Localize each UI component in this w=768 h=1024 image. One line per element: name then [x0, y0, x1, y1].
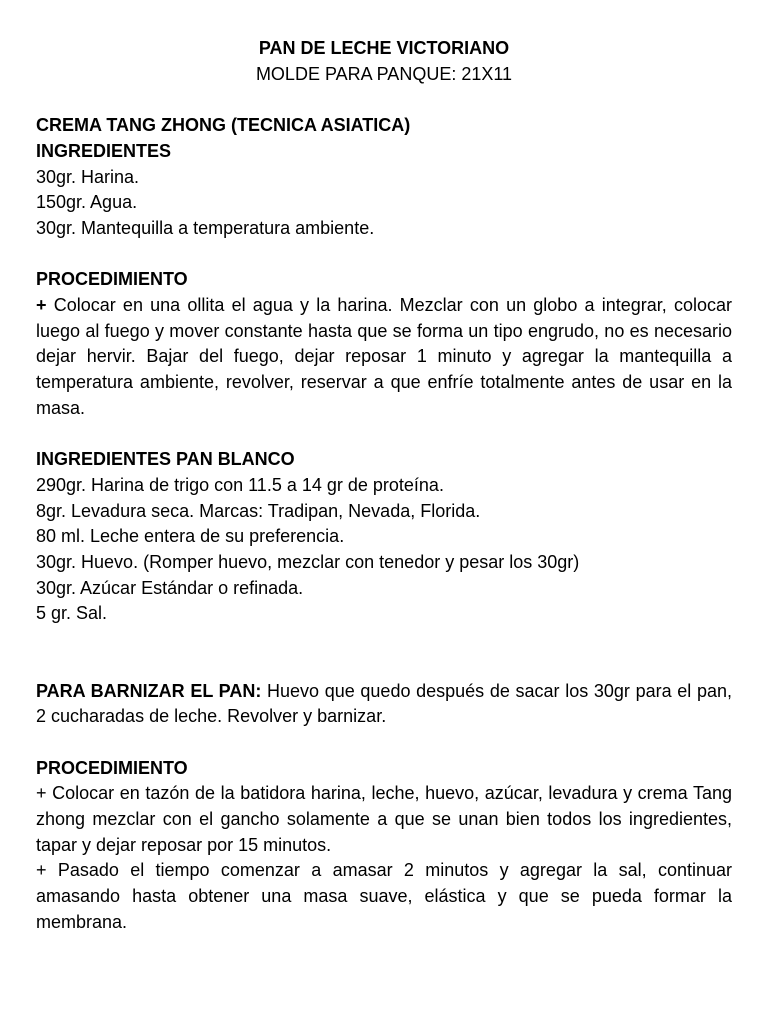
procedure-text: Colocar en una ollita el agua y la harina. Mezclar con un globo a integrar, colocar luego al fuego y mover constante hasta que se forma un tipo engrudo, no es necesario dejar hervir. Bajar del fuego, dejar reposar 1 minuto y agregar la mantequilla a temperatura ambiente, revolver, reservar a que enfríe totalmente antes de usar en la masa. [36, 295, 732, 418]
spacer [36, 422, 732, 448]
page-subtitle: MOLDE PARA PANQUE: 21X11 [255, 63, 513, 84]
procedure-step: + Pasado el tiempo comenzar a amasar 2 minutos y agregar la sal, continuar amasando hasta obtener una masa suave, elástica y que se pueda formar la membrana. [36, 860, 732, 932]
procedure-heading: PROCEDIMIENTO [36, 269, 188, 290]
page-title: PAN DE LECHE VICTORIANO [258, 38, 510, 58]
ingredient-line: 290gr. Harina de trigo con 11.5 a 14 gr de proteína. [36, 474, 444, 495]
procedure-heading-2: PROCEDIMIENTO [36, 757, 188, 778]
barnizar-text: Huevo que quedo después de sacar los 30gr para el pan, 2 cucharadas de leche. Revolver y barnizar. [36, 680, 732, 727]
spacer [36, 242, 732, 268]
procedure-paragraph [36, 293, 732, 422]
ingredient-line: 30gr. Huevo. (Romper huevo, mezclar con tenedor y pesar los 30gr) [36, 552, 580, 573]
spacer [36, 87, 732, 113]
ingredient-line: 150gr. Agua. [36, 192, 138, 213]
pan-blanco-heading: INGREDIENTES PAN BLANCO [36, 449, 295, 470]
ingredient-line: 5 gr. Sal. [36, 603, 108, 624]
procedure-marker: + [36, 295, 47, 315]
barnizar-paragraph [36, 679, 732, 730]
ingredients-heading: INGREDIENTES [36, 140, 172, 161]
spacer [36, 627, 732, 678]
barnizar-label: PARA BARNIZAR EL PAN: [36, 680, 262, 701]
spacer [36, 730, 732, 756]
ingredient-line: 8gr. Levadura seca. Marcas: Tradipan, Nevada, Florida. [36, 500, 481, 521]
procedure-step: + Colocar en tazón de la batidora harina, leche, huevo, azúcar, levadura y crema Tang zhong mezclar con el gancho solamente a que se unan bien todos los ingredientes, tapar y dejar reposar por 15 minutos. [36, 783, 732, 855]
ingredient-line: 30gr. Mantequilla a temperatura ambiente. [36, 217, 375, 238]
tang-zhong-heading: CREMA TANG ZHONG (TECNICA ASIATICA) [36, 115, 411, 136]
ingredient-line: 30gr. Harina. [36, 166, 140, 187]
ingredient-line: 30gr. Azúcar Estándar o refinada. [36, 577, 304, 598]
ingredient-line: 80 ml. Leche entera de su preferencia. [36, 526, 345, 547]
